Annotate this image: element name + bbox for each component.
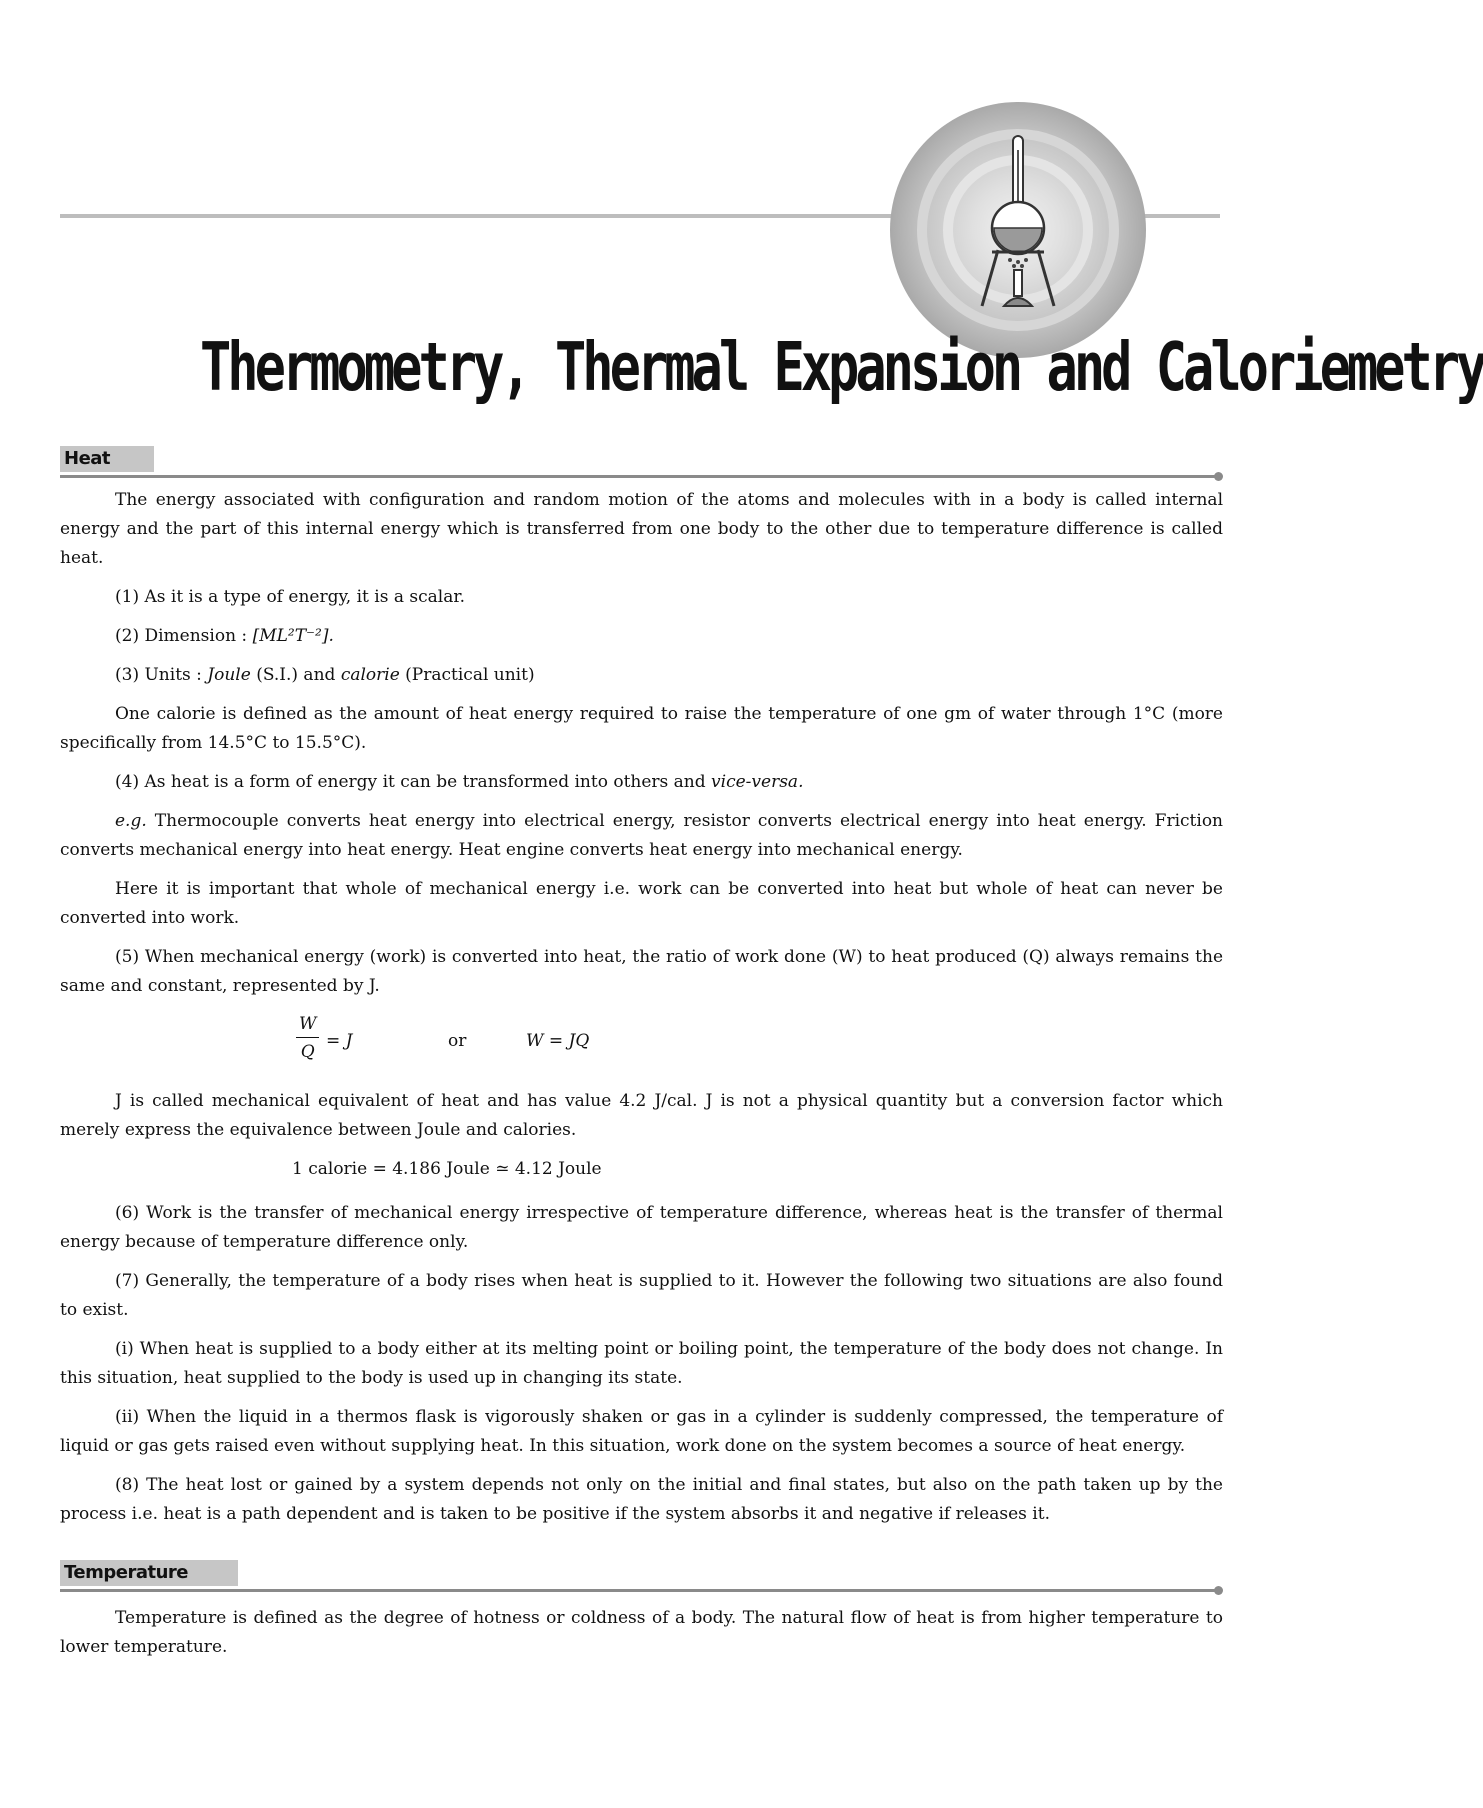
unit-calorie: calorie (340, 665, 400, 685)
heat-point-1: (1) As it is a type of energy, it is a scalar. (115, 587, 466, 607)
work-heat-fraction (296, 1011, 319, 1066)
j-definition: J is called mechanical equivalent of heat and has value 4.2 J/cal. J is not a physical quantity but a conversion factor which merely express the equivalence between Joule and calories. (60, 1091, 1223, 1140)
section-rule (60, 1589, 1217, 1592)
section-rule-end-dot (1214, 1586, 1223, 1595)
section-title-temperature: Temperature (60, 1560, 238, 1586)
temperature-section-body (60, 1604, 1223, 1672)
heat-point-3 (60, 661, 1223, 690)
units-connector: (S.I.) and (250, 665, 341, 685)
heat-point-4 (60, 768, 1223, 797)
point-4-italic: vice-versa. (711, 772, 804, 792)
units-suffix: (Practical unit) (399, 665, 535, 685)
thermometer-flask-on-stand-icon (888, 100, 1148, 360)
dimension-formula: [ML²T⁻²]. (252, 626, 334, 646)
point-4-text: (4) As heat is a form of energy it can be transformed into others and (115, 772, 712, 792)
calorie-conversion (60, 1155, 1223, 1187)
unit-joule: Joule (207, 665, 251, 685)
fraction-numerator: W (296, 1011, 319, 1038)
section-title-heat: Heat (60, 446, 154, 472)
fraction-denominator: Q (300, 1042, 315, 1062)
calorie-equation: 1 calorie = 4.186 Joule ≃ 4.12 Joule (292, 1159, 602, 1179)
chapter-title: Thermometry, Thermal Expansion and Caloriemetry (200, 330, 1483, 407)
mechanical-equivalent-formula (60, 1011, 1223, 1077)
heat-point-7: (7) Generally, the temperature of a body rises when heat is supplied to it. However the following two situations are also found to exist. (60, 1271, 1223, 1320)
heat-section-body (60, 486, 1223, 1539)
heat-intro-paragraph: The energy associated with configuration and random motion of the atoms and molecules with in a body is called internal energy and the part of this internal energy which is transferred from one body to the other due to temperature difference is called heat. (60, 490, 1223, 568)
section-header-heat (60, 446, 1223, 476)
section-rule-end-dot (1214, 472, 1223, 481)
heat-point-7-i: (i) When heat is supplied to a body either at its melting point or boiling point, the temperature of the body does not change. In this situation, heat supplied to the body is used up in changing its state. (60, 1339, 1223, 1388)
example-label: e.g. (115, 811, 147, 831)
temperature-intro-paragraph: Temperature is defined as the degree of hotness or coldness of a body. The natural flow of heat is from higher temperature to lower temperature. (60, 1608, 1223, 1657)
fraction-equals: = J (326, 1031, 353, 1051)
section-rule (60, 475, 1217, 478)
formula-or: or (448, 1031, 467, 1051)
heat-point-8: (8) The heat lost or gained by a system depends not only on the initial and final states, but also on the path taken up by the process i.e. heat is a path dependent and is taken to be positive if the system absorbs it and negative if releases it. (60, 1475, 1223, 1524)
section-header-temperature (60, 1560, 1223, 1590)
formula-alternate: W = JQ (526, 1031, 590, 1051)
example-paragraph (60, 807, 1223, 865)
heat-point-2 (60, 622, 1223, 651)
calorie-definition: One calorie is defined as the amount of heat energy required to raise the temperature of one gm of water through 1°C (more specifically from 14.5°C to 15.5°C). (60, 704, 1223, 753)
heat-point-5: (5) When mechanical energy (work) is converted into heat, the ratio of work done (W) to heat produced (Q) always remains the same and constant, represented by J. (60, 947, 1223, 996)
heat-point-7-ii: (ii) When the liquid in a thermos flask is vigorously shaken or gas in a cylinder is suddenly compressed, the temperature of liquid or gas gets raised even without supplying heat. In this situation, work done on the system becomes a source of heat energy. (60, 1407, 1223, 1456)
important-note: Here it is important that whole of mechanical energy i.e. work can be converted into heat but whole of heat can never be converted into work. (60, 879, 1223, 928)
dimension-label: (2) Dimension : (115, 626, 253, 646)
heat-point-6: (6) Work is the transfer of mechanical energy irrespective of temperature difference, whereas heat is the transfer of thermal energy because of temperature difference only. (60, 1203, 1223, 1252)
units-label: (3) Units : (115, 665, 208, 685)
example-text: Thermocouple converts heat energy into electrical energy, resistor converts electrical energy into heat energy. Friction converts mechanical energy into heat energy. Heat engine converts heat energy into mechanical energy. (60, 811, 1223, 860)
